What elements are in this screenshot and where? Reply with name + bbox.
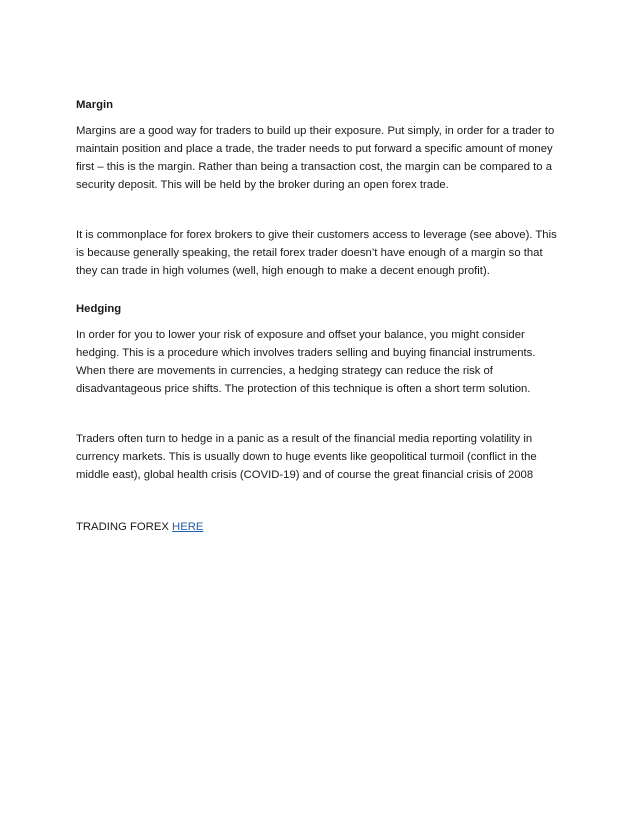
- section-heading-margin: Margin: [76, 99, 114, 111]
- hedging-paragraph-2: Traders often turn to hedge in a panic as a result of the financial media reporting volatility in currency markets. This is usually down to huge events like geopolitical turmoil (conflict in the middle east), global health crisis (COVID-19) and of course the great financial crisis of 2008: [76, 433, 537, 481]
- margin-paragraph-2: It is commonplace for forex brokers to give their customers access to leverage (see above). This is because generally speaking, the retail forex trader doesn’t have enough of a margin so that they can trade in high volumes (well, high enough to make a decent enough profit).: [76, 229, 557, 277]
- section-margin: [76, 96, 560, 280]
- section-heading-hedging: Hedging: [76, 303, 122, 315]
- hedging-paragraph-1: In order for you to lower your risk of exposure and offset your balance, you might consider hedging. This is a procedure which involves traders selling and buying financial instruments. When there are movements in currencies, a hedging strategy can reduce the risk of disadvantageous price shifts. The protection of this technique is often a short term solution.: [76, 329, 536, 395]
- here-link[interactable]: HERE: [172, 521, 204, 533]
- section-hedging: [76, 300, 560, 484]
- footer-line: [76, 518, 560, 536]
- document-body: [76, 96, 560, 536]
- footer-label: TRADING FOREX: [76, 521, 169, 533]
- margin-paragraph-1: Margins are a good way for traders to build up their exposure. Put simply, in order for a trader to maintain position and place a trade, the trader needs to put forward a specific amount of money first – this is the margin. Rather than being a transaction cost, the margin can be compared to a security deposit. This will be held by the broker during an open forex trade.: [76, 125, 555, 191]
